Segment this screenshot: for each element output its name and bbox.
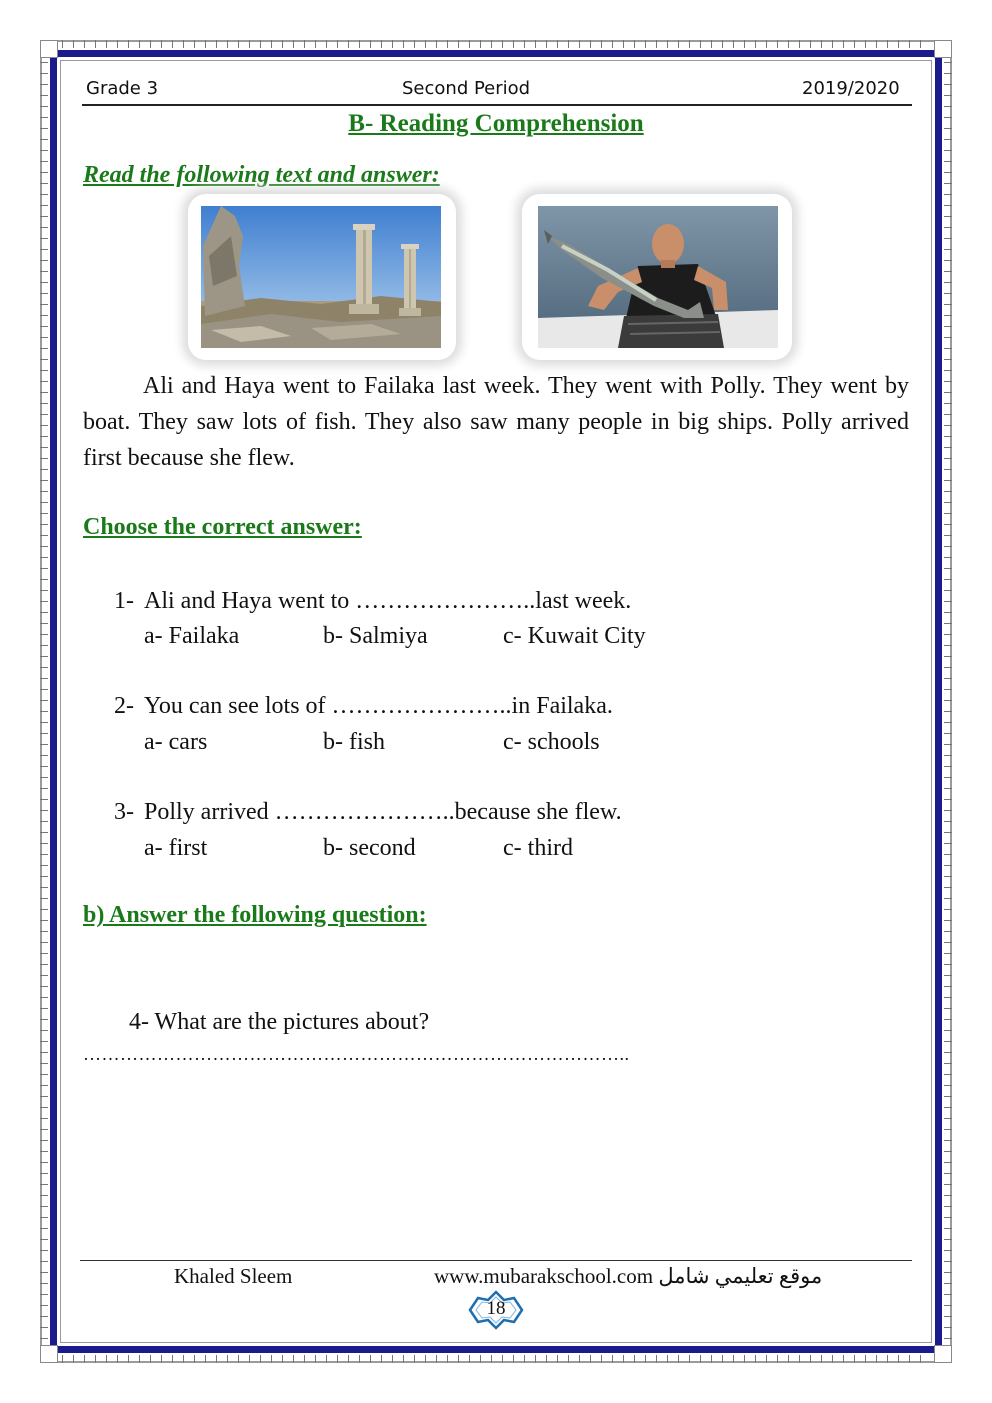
question-2-text: You can see lots of …………………..in Failaka. — [144, 693, 613, 719]
answer-heading: b) Answer the following question: — [83, 902, 427, 928]
ruins-photo-frame — [188, 194, 456, 360]
passage-text: Ali and Haya went to Failaka last week. They went with Polly. They went by boat. They saw lots of fish. They also saw many people in big ships. Polly arrived first because she flew. — [83, 373, 909, 471]
frame-ticks-bottom — [62, 1355, 930, 1363]
question-1-option-c[interactable]: c- Kuwait City — [503, 623, 646, 649]
frame-ticks-right — [944, 62, 952, 1341]
question-2-option-c[interactable]: c- schools — [503, 729, 600, 755]
question-3-option-b[interactable]: b- second — [323, 835, 416, 861]
question-1-option-a[interactable]: a- Failaka — [144, 623, 240, 649]
answer-line[interactable]: …………………………………………………………………………….. — [83, 1044, 630, 1064]
frame-ticks-left — [40, 62, 48, 1341]
header-grade: Grade 3 — [86, 78, 159, 99]
question-2-number: 2- — [114, 693, 134, 719]
question-1-number: 1- — [114, 588, 134, 614]
instruction-heading: Read the following text and answer: — [83, 162, 440, 188]
question-3-text: Polly arrived …………………..because she flew. — [144, 799, 622, 825]
page-number: 18 — [486, 1298, 506, 1319]
frame-corner-tr — [934, 40, 952, 58]
ruins-photo — [201, 206, 441, 348]
question-3-option-a[interactable]: a- first — [144, 835, 208, 861]
page-number-badge — [464, 1290, 528, 1330]
header-divider — [82, 104, 912, 106]
reading-passage — [83, 368, 909, 476]
question-3-number: 3- — [114, 799, 134, 825]
question-1-text: Ali and Haya went to …………………..last week. — [144, 588, 632, 614]
fisherman-photo-frame — [522, 194, 792, 360]
frame-corner-tl — [40, 40, 58, 58]
question-3-option-c[interactable]: c- third — [503, 835, 573, 861]
section-title: B- Reading Comprehension — [348, 110, 644, 137]
footer-divider — [80, 1260, 912, 1261]
question-2-option-a[interactable]: a- cars — [144, 729, 208, 755]
frame-corner-bl — [40, 1345, 58, 1363]
frame-ticks-top — [62, 40, 930, 48]
header-year: 2019/2020 — [802, 78, 900, 99]
footer-website: www.mubarakschool.com موقع تعليمي شامل — [434, 1264, 823, 1288]
question-1-option-b[interactable]: b- Salmiya — [323, 623, 428, 649]
question-2-option-b[interactable]: b- fish — [323, 729, 385, 755]
footer-author: Khaled Sleem — [174, 1264, 293, 1288]
header-period: Second Period — [402, 78, 531, 99]
fisherman-photo — [538, 206, 778, 348]
choose-heading: Choose the correct answer: — [83, 514, 362, 540]
question-4-text: 4- What are the pictures about? — [129, 1009, 430, 1035]
frame-corner-br — [934, 1345, 952, 1363]
